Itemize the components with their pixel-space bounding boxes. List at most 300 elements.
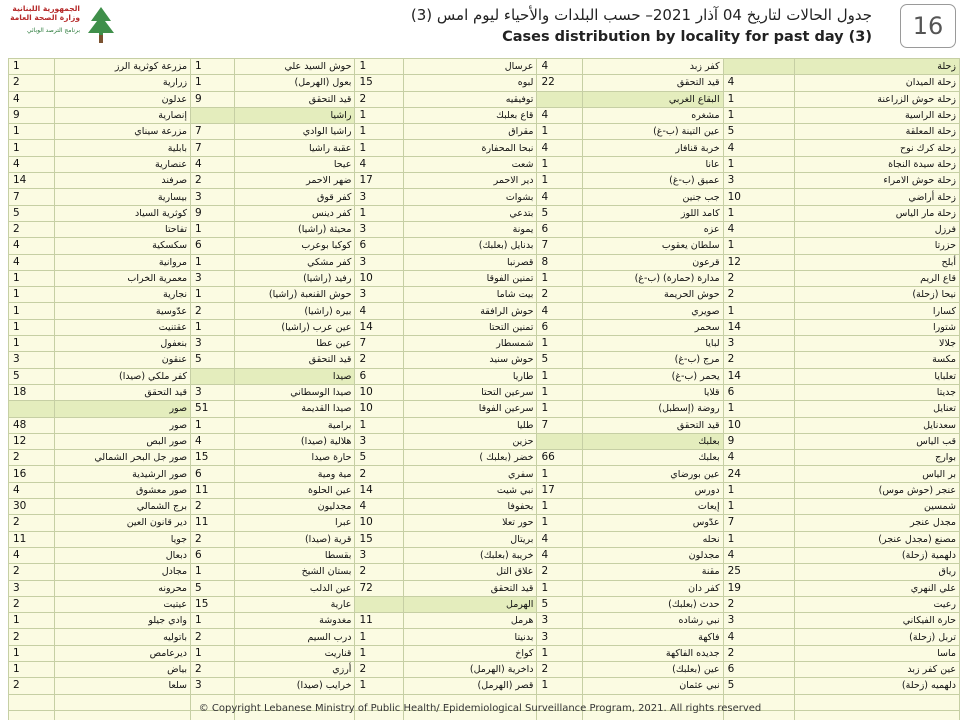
case-count: 1 (9, 303, 55, 319)
locality-name: عميق (ب-غ) (582, 173, 723, 189)
case-count: 4 (9, 156, 55, 172)
locality-name: درب السيم (235, 629, 355, 645)
locality-name: طاريا (403, 368, 537, 384)
case-count: 4 (355, 499, 403, 515)
locality-name: أرزي (235, 661, 355, 677)
locality-name: بنعفول (55, 336, 191, 352)
table-row (9, 596, 960, 612)
case-count: 1 (9, 59, 55, 75)
case-count: 2 (9, 564, 55, 580)
case-count: 3 (191, 270, 235, 286)
case-count: 6 (191, 238, 235, 254)
locality-name: مزرعة سيناي (55, 124, 191, 140)
table-row (9, 319, 960, 335)
case-count: 6 (355, 238, 403, 254)
locality-name: صور جل البحر الشمالي (55, 450, 191, 466)
case-count: 11 (191, 515, 235, 531)
case-count: 6 (191, 547, 235, 563)
case-count: 2 (355, 91, 403, 107)
case-count: 2 (9, 596, 55, 612)
locality-name: عنقون (55, 352, 191, 368)
ministry-name: الجمهورية اللبنانية وزارة الصحة العامة (10, 4, 80, 22)
locality-name: عين الدلب (235, 580, 355, 596)
locality-name: مية ومية (235, 466, 355, 482)
case-count: 1 (537, 499, 582, 515)
locality-name: نبي شيت (403, 482, 537, 498)
case-count: 2 (191, 629, 235, 645)
case-count: 1 (723, 238, 795, 254)
locality-name: يمونة (403, 221, 537, 237)
locality-name: زحلة كرك نوح (795, 140, 960, 156)
locality-name: صيدا القديمة (235, 401, 355, 417)
case-count: 1 (9, 140, 55, 156)
case-count: 2 (537, 564, 582, 580)
case-count: 2 (723, 645, 795, 661)
locality-name: عزه (582, 221, 723, 237)
case-count: 3 (537, 629, 582, 645)
case-count: 4 (9, 254, 55, 270)
locality-name: قناريت (235, 645, 355, 661)
case-count: 3 (723, 336, 795, 352)
locality-name: حوش الحريمة (582, 287, 723, 303)
case-count: 2 (9, 678, 55, 694)
locality-name: كفر مشكي (235, 254, 355, 270)
locality-name: بستان الشيخ (235, 564, 355, 580)
case-count: 5 (723, 124, 795, 140)
locality-name: مروانية (55, 254, 191, 270)
locality-name: لبايا (582, 336, 723, 352)
case-count: 2 (723, 270, 795, 286)
case-count: 1 (355, 678, 403, 694)
case-count: 19 (723, 580, 795, 596)
case-count: 1 (723, 205, 795, 221)
locality-name: عين كفر زبد (795, 661, 960, 677)
locality-name: نبي رشاده (582, 613, 723, 629)
case-count: 6 (723, 661, 795, 677)
case-count: 1 (191, 645, 235, 661)
case-count: 1 (355, 59, 403, 75)
case-count: 1 (723, 482, 795, 498)
locality-name: قرعون (582, 254, 723, 270)
locality-name: إيعات (582, 499, 723, 515)
locality-name: زحلة الراسية (795, 107, 960, 123)
case-count: 1 (9, 270, 55, 286)
locality-name: حزرتا (795, 238, 960, 254)
locality-name: تمنين الفوقا (403, 270, 537, 286)
locality-name: روضة (إسطبل) (582, 401, 723, 417)
locality-name: خربة قنافار (582, 140, 723, 156)
case-count: 2 (191, 173, 235, 189)
case-count: 10 (355, 384, 403, 400)
case-count: 2 (191, 661, 235, 677)
locality-name: سكسكية (55, 238, 191, 254)
case-count (355, 596, 403, 612)
case-count: 5 (191, 580, 235, 596)
case-count: 1 (355, 645, 403, 661)
case-count: 5 (537, 205, 582, 221)
table-row (9, 531, 960, 547)
case-count: 2 (723, 352, 795, 368)
locality-name: محرونه (55, 580, 191, 596)
case-count: 1 (9, 613, 55, 629)
case-count: 4 (537, 531, 582, 547)
locality-name: زحلة حوش الامراء (795, 173, 960, 189)
locality-name: شتورا (795, 319, 960, 335)
case-count: 3 (9, 352, 55, 368)
case-count: 10 (355, 401, 403, 417)
case-count: 1 (9, 124, 55, 140)
locality-name: بابلية (55, 140, 191, 156)
locality-name: صور البص (55, 433, 191, 449)
case-count: 2 (537, 287, 582, 303)
locality-name: قلايا (582, 384, 723, 400)
locality-name: صويري (582, 303, 723, 319)
locality-name: حزين (403, 433, 537, 449)
cases-table (8, 58, 960, 720)
table-row (9, 450, 960, 466)
case-count: 3 (191, 189, 235, 205)
case-count: 14 (723, 319, 795, 335)
locality-name: مدارة (حمارة) (ب-غ) (582, 270, 723, 286)
page-header (0, 0, 960, 55)
locality-name: كفر ملكي (صيدا) (55, 368, 191, 384)
case-count: 1 (191, 221, 235, 237)
case-count: 3 (355, 287, 403, 303)
case-count: 1 (355, 205, 403, 221)
case-count: 2 (9, 450, 55, 466)
case-count: 1 (355, 124, 403, 140)
locality-name: قب الياس (795, 433, 960, 449)
case-count: 1 (191, 254, 235, 270)
case-count: 10 (355, 270, 403, 286)
table-row (9, 303, 960, 319)
locality-name: جويا (55, 531, 191, 547)
locality-name: صيدا (235, 368, 355, 384)
case-count: 11 (355, 613, 403, 629)
locality-name: نجارية (55, 287, 191, 303)
case-count (191, 107, 235, 123)
case-count: 1 (537, 173, 582, 189)
case-count (9, 401, 55, 417)
case-count: 4 (723, 140, 795, 156)
table-row (9, 515, 960, 531)
locality-name: قيد التحقق (582, 75, 723, 91)
locality-name: زحلة حوش الزراعنة (795, 91, 960, 107)
locality-name: فرزل (795, 221, 960, 237)
table-row (9, 254, 960, 270)
locality-name: مغدوشة (235, 613, 355, 629)
table-row (9, 645, 960, 661)
case-count: 1 (537, 580, 582, 596)
case-count: 4 (191, 156, 235, 172)
case-count: 18 (9, 384, 55, 400)
locality-name: سرعين التحتا (403, 384, 537, 400)
locality-name: شعت (403, 156, 537, 172)
locality-name: بر الياس (795, 466, 960, 482)
locality-name: عين الحلوة (235, 482, 355, 498)
locality-name: حدث (بعلبك) (582, 596, 723, 612)
locality-name: رفيد (راشيا) (235, 270, 355, 286)
case-count: 1 (191, 319, 235, 335)
locality-name: صور الرشيدية (55, 466, 191, 482)
case-count: 1 (723, 401, 795, 417)
locality-name: تعنايل (795, 401, 960, 417)
case-count: 12 (723, 254, 795, 270)
ministry-logo (6, 4, 116, 46)
locality-name: زحلة المعلقة (795, 124, 960, 140)
case-count: 3 (723, 173, 795, 189)
locality-name: عارية (235, 596, 355, 612)
locality-name: عبرا (235, 515, 355, 531)
case-count: 1 (537, 515, 582, 531)
locality-name: جب جنين (582, 189, 723, 205)
locality-name: عين التينة (ب-غ) (582, 124, 723, 140)
locality-name: بوارج (795, 450, 960, 466)
case-count: 5 (537, 352, 582, 368)
locality-name: تمنين التحتا (403, 319, 537, 335)
locality-name: صور (55, 401, 191, 417)
case-count: 1 (191, 287, 235, 303)
locality-name: عنصارية (55, 156, 191, 172)
case-count: 4 (9, 91, 55, 107)
case-count: 1 (191, 613, 235, 629)
locality-name: ديرعامص (55, 645, 191, 661)
locality-name: نيحا (زحلة) (795, 287, 960, 303)
locality-name: برج الشمالي (55, 499, 191, 515)
table-row (9, 499, 960, 515)
table-row (9, 91, 960, 107)
locality-name: حوش السيد علي (235, 59, 355, 75)
case-count: 2 (355, 466, 403, 482)
table-row (9, 221, 960, 237)
locality-name: حوش الرافقة (403, 303, 537, 319)
case-count: 4 (355, 303, 403, 319)
locality-name: هلالية (صيدا) (235, 433, 355, 449)
locality-name: حور تعلا (403, 515, 537, 531)
case-count: 11 (9, 531, 55, 547)
locality-name: هرمل (403, 613, 537, 629)
locality-name: زحلة مار الياس (795, 205, 960, 221)
locality-name: دلهمية (زحلة) (795, 547, 960, 563)
case-count: 6 (723, 384, 795, 400)
locality-name: عين (بعلبك) (582, 661, 723, 677)
case-count: 1 (355, 140, 403, 156)
case-count: 51 (191, 401, 235, 417)
case-count: 4 (723, 75, 795, 91)
case-count (537, 433, 582, 449)
page-title-arabic: جدول الحالات لتاريخ 04 آذار 2021– حسب البلدات والأحياء ليوم امس (3) (410, 6, 872, 24)
locality-name: دلهميه (زحلة) (795, 678, 960, 694)
locality-name: فاكهة (582, 629, 723, 645)
case-count: 9 (723, 433, 795, 449)
table-row (9, 140, 960, 156)
case-count: 72 (355, 580, 403, 596)
case-count: 1 (9, 661, 55, 677)
table-row (9, 482, 960, 498)
locality-name: دير الاحمر (403, 173, 537, 189)
case-count: 4 (9, 482, 55, 498)
locality-name: إنصارية (55, 107, 191, 123)
locality-name: وادي جيلو (55, 613, 191, 629)
locality-name: نبي عثمان (582, 678, 723, 694)
case-count: 66 (537, 450, 582, 466)
case-count: 1 (191, 59, 235, 75)
locality-name: حوش سنيد (403, 352, 537, 368)
locality-name: نبحا المحفارة (403, 140, 537, 156)
table-row (9, 433, 960, 449)
locality-name: تفاحتا (55, 221, 191, 237)
case-count: 2 (355, 352, 403, 368)
locality-name: قيد التحقق (582, 417, 723, 433)
locality-name: كامد اللوز (582, 205, 723, 221)
case-count: 1 (723, 531, 795, 547)
locality-name: دبعال (55, 547, 191, 563)
locality-name: صور (55, 417, 191, 433)
locality-name: مجدلون (582, 547, 723, 563)
case-count: 1 (9, 645, 55, 661)
locality-name: تربل (زحلة) (795, 629, 960, 645)
case-count: 6 (355, 368, 403, 384)
case-count: 2 (355, 661, 403, 677)
case-count: 7 (191, 140, 235, 156)
locality-name: قاع الريم (795, 270, 960, 286)
locality-name: علي النهري (795, 580, 960, 596)
locality-name: سرعين الفوقا (403, 401, 537, 417)
case-count: 1 (355, 417, 403, 433)
table-row (9, 75, 960, 91)
locality-name: مكسة (795, 352, 960, 368)
case-count: 30 (9, 499, 55, 515)
case-count: 1 (355, 107, 403, 123)
case-count: 1 (723, 107, 795, 123)
locality-name: الهرمل (403, 596, 537, 612)
case-count: 4 (537, 107, 582, 123)
table-row (9, 401, 960, 417)
locality-name: زحلة سيدة النجاة (795, 156, 960, 172)
case-count: 1 (537, 384, 582, 400)
case-count: 1 (537, 124, 582, 140)
locality-name: عدّوس (582, 515, 723, 531)
locality-name: خرايب (صيدا) (235, 678, 355, 694)
case-count: 3 (723, 613, 795, 629)
case-count: 3 (191, 678, 235, 694)
locality-name: عنجر (حوش موس) (795, 482, 960, 498)
table-row (9, 156, 960, 172)
case-count: 1 (9, 336, 55, 352)
table-row (9, 173, 960, 189)
locality-name: سحمر (582, 319, 723, 335)
case-count: 4 (191, 433, 235, 449)
case-count: 1 (723, 499, 795, 515)
locality-name: داخرية (الهرمل) (403, 661, 537, 677)
case-count: 10 (723, 417, 795, 433)
locality-name: زحلة (795, 59, 960, 75)
locality-name: جديده الفاكهة (582, 645, 723, 661)
locality-name: البقاع الغربي (582, 91, 723, 107)
case-count: 1 (723, 156, 795, 172)
case-count: 1 (355, 629, 403, 645)
locality-name: مشغره (582, 107, 723, 123)
case-count: 4 (355, 156, 403, 172)
locality-name: قيد التحقق (235, 352, 355, 368)
case-count: 3 (355, 254, 403, 270)
locality-name: مقراق (403, 124, 537, 140)
case-count: 1 (537, 678, 582, 694)
case-count: 1 (537, 401, 582, 417)
copyright-footer: © Copyright Lebanese Ministry of Public Health/ Epidemiological Surveillance Program, 2021. All rights reserved (198, 703, 762, 714)
locality-name: بشوات (403, 189, 537, 205)
locality-name: كفر قوق (235, 189, 355, 205)
case-count: 7 (355, 336, 403, 352)
locality-name: صيدا الوسطاني (235, 384, 355, 400)
locality-name: عقبة راشيا (235, 140, 355, 156)
table-row (9, 368, 960, 384)
table-row (9, 59, 960, 75)
locality-name: زرارية (55, 75, 191, 91)
locality-name: محيثة (راشيا) (235, 221, 355, 237)
locality-name: رعيت (795, 596, 960, 612)
locality-name: دير قانون العين (55, 515, 191, 531)
locality-name: بقسطا (235, 547, 355, 563)
case-count: 4 (537, 547, 582, 563)
locality-name: نحله (582, 531, 723, 547)
locality-name: عدلون (55, 91, 191, 107)
case-count: 5 (9, 205, 55, 221)
cedar-tree-icon (86, 5, 116, 45)
locality-name: بيره (راشيا) (235, 303, 355, 319)
case-count: 2 (191, 499, 235, 515)
table-row (9, 270, 960, 286)
case-count: 2 (9, 515, 55, 531)
case-count: 9 (191, 205, 235, 221)
case-count: 1 (9, 287, 55, 303)
locality-name: عقتنيت (55, 319, 191, 335)
case-count (191, 368, 235, 384)
case-count: 3 (9, 580, 55, 596)
locality-name: بياض (55, 661, 191, 677)
case-count: 17 (537, 482, 582, 498)
locality-name: بيت شاما (403, 287, 537, 303)
case-count: 7 (537, 417, 582, 433)
case-count: 1 (537, 466, 582, 482)
locality-name: مجادل (55, 564, 191, 580)
case-count: 4 (9, 547, 55, 563)
locality-name: قصرنبا (403, 254, 537, 270)
locality-name: صور معشوق (55, 482, 191, 498)
case-count: 10 (723, 189, 795, 205)
locality-name: حارة صيدا (235, 450, 355, 466)
table-row (9, 678, 960, 694)
case-count: 2 (191, 531, 235, 547)
locality-name: بريتال (403, 531, 537, 547)
case-count: 2 (9, 221, 55, 237)
locality-name: حارة الفيكاني (795, 613, 960, 629)
locality-name: سلطان يعقوب (582, 238, 723, 254)
locality-name: بعول (الهرمل) (235, 75, 355, 91)
case-count: 1 (723, 91, 795, 107)
case-count: 5 (9, 368, 55, 384)
locality-name: زحلة أراضي (795, 189, 960, 205)
locality-name: بعلبك (582, 433, 723, 449)
case-count: 4 (723, 450, 795, 466)
locality-name: صرفند (55, 173, 191, 189)
table-row (9, 613, 960, 629)
locality-name: كفر زبد (582, 59, 723, 75)
locality-name: كواخ (403, 645, 537, 661)
case-count: 2 (191, 303, 235, 319)
case-count: 25 (723, 564, 795, 580)
case-count: 24 (723, 466, 795, 482)
